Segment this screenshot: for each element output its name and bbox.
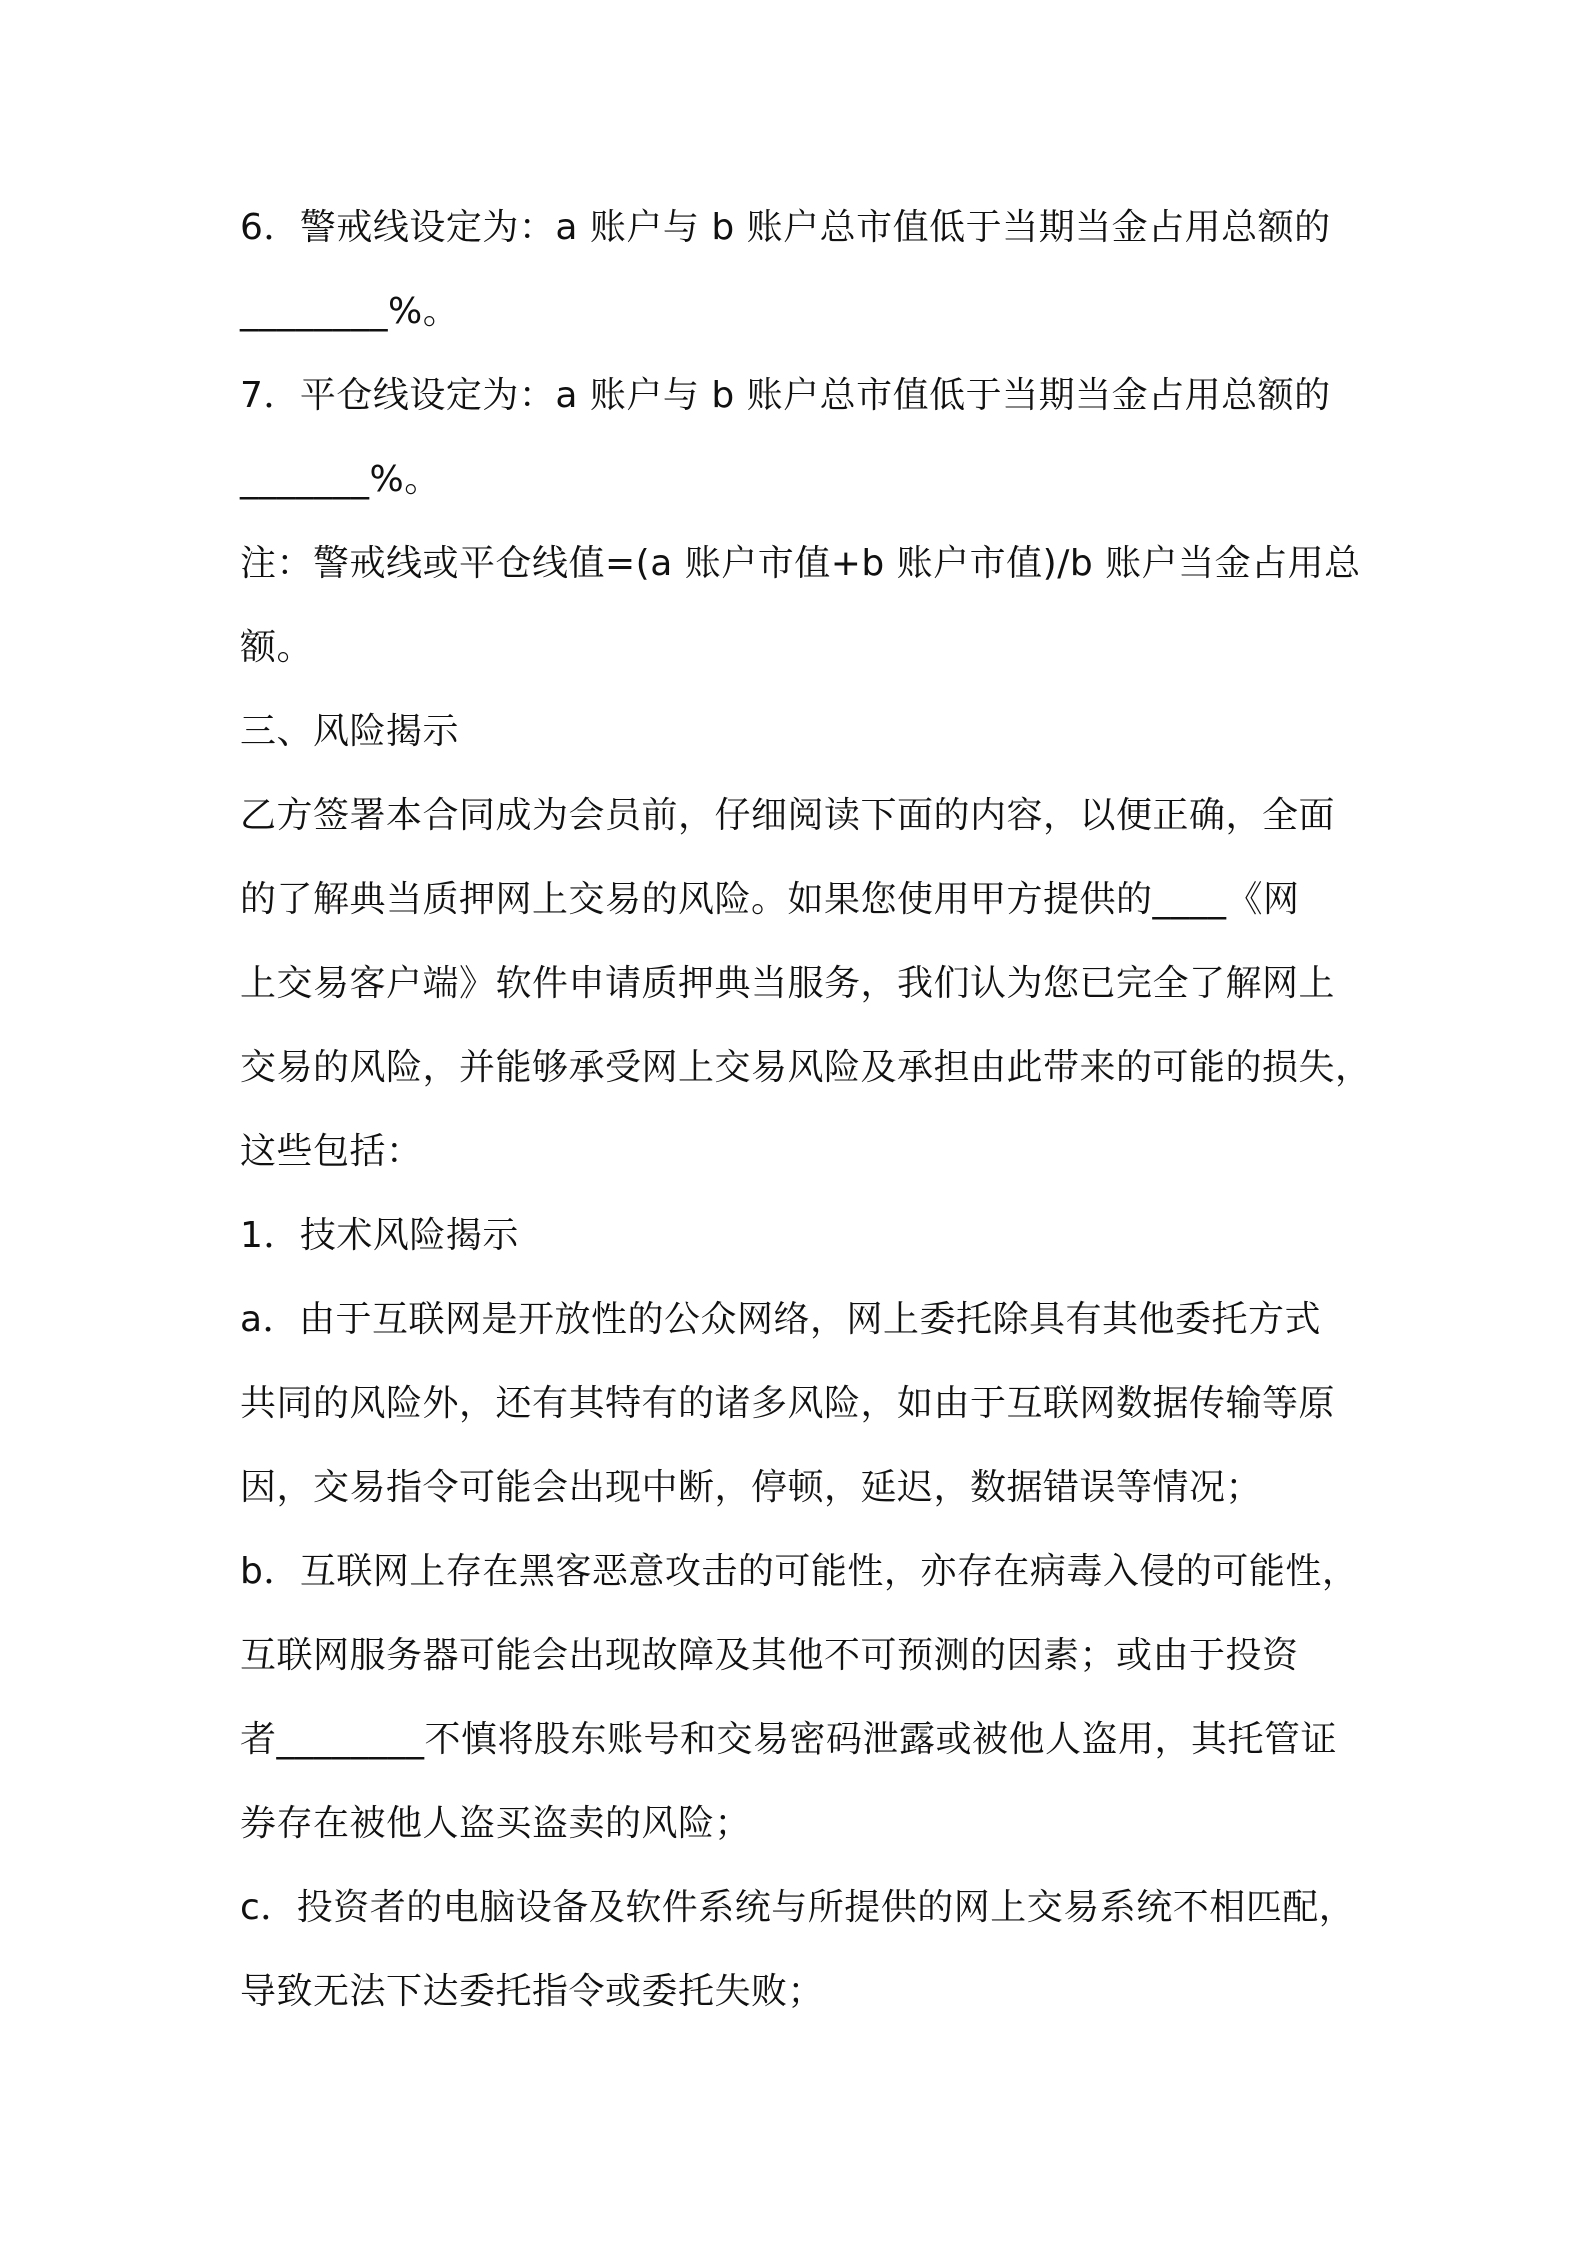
text-line: 券存在被他人盗买盗卖的风险； <box>240 1803 752 1844</box>
text-line: a．由于互联网是开放性的公众网络，网上委托除具有其他委托方式 <box>240 1299 1322 1340</box>
text-line: _______%。 <box>240 459 441 500</box>
text-line: 这些包括： <box>240 1131 423 1172</box>
text-line: 互联网服务器可能会出现故障及其他不可预测的因素；或由于投资 <box>240 1635 1299 1676</box>
text-line: 注：警戒线或平仓线值=(a 账户市值+b 账户市值)/b 账户当金占用总 <box>240 543 1361 584</box>
text-line: 者________不慎将股东账号和交易密码泄露或被他人盗用，其托管证 <box>240 1719 1338 1760</box>
text-line: ________%。 <box>240 291 460 332</box>
text-line: 6．警戒线设定为：a 账户与 b 账户总市值低于当期当金占用总额的 <box>240 207 1331 248</box>
text-line: 额。 <box>240 627 314 668</box>
text-line: 导致无法下达委托指令或委托失败； <box>240 1971 825 2012</box>
text-line: c．投资者的电脑设备及软件系统与所提供的网上交易系统不相匹配， <box>240 1887 1356 1928</box>
text-line: 7．平仓线设定为：a 账户与 b 账户总市值低于当期当金占用总额的 <box>240 375 1331 416</box>
text-line: 因，交易指令可能会出现中断，停顿，延迟，数据错误等情况； <box>240 1467 1263 1508</box>
text-line: 上交易客户端》软件申请质押典当服务，我们认为您已完全了解网上 <box>240 963 1336 1004</box>
text-line: 交易的风险，并能够承受网上交易风险及承担由此带来的可能的损失， <box>240 1047 1372 1088</box>
text-line: 共同的风险外，还有其特有的诸多风险，如由于互联网数据传输等原 <box>240 1383 1336 1424</box>
subsection-heading: 1．技术风险揭示 <box>240 1215 519 1256</box>
text-line: 的了解典当质押网上交易的风险。如果您使用甲方提供的____《网 <box>240 879 1300 920</box>
section-heading: 三、风险揭示 <box>240 711 460 752</box>
text-line: b．互联网上存在黑客恶意攻击的可能性，亦存在病毒入侵的可能性， <box>240 1551 1359 1592</box>
text-line: 乙方签署本合同成为会员前，仔细阅读下面的内容，以便正确，全面 <box>240 795 1336 836</box>
